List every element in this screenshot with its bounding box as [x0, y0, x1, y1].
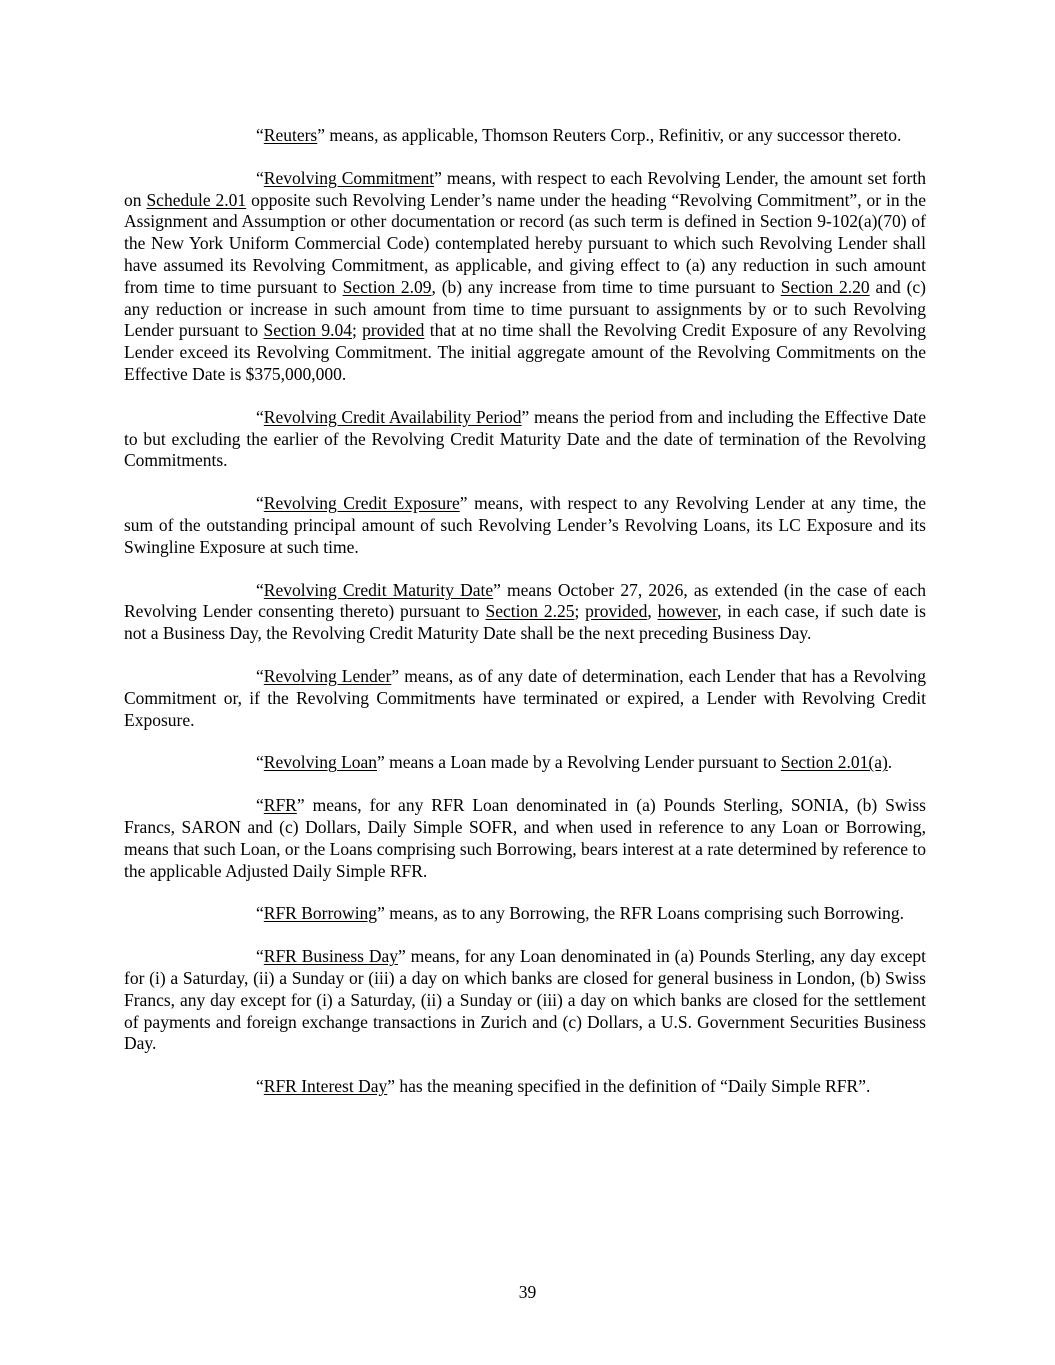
defined-term: Revolving Credit Availability Period [263, 406, 522, 427]
defined-term: Section 2.01(a) [780, 752, 888, 773]
defined-term: Revolving Commitment [263, 167, 435, 188]
definition-text: ” means, as applicable, Thomson Reuters Corp., Refinitiv, or any successor thereto. [317, 125, 902, 145]
defined-term: Revolving Loan [263, 752, 378, 773]
definition-rfr-business-day [124, 946, 926, 1055]
definition-revolving-credit-availability-period [124, 407, 926, 472]
definition-text: , [647, 601, 658, 622]
definition-revolving-lender [124, 666, 926, 731]
definition-text: and (c) any reduction or increase in such amount from time to time pursuant to assignments by or to such Revolving Lender pursuant to [124, 276, 926, 341]
definition-text: “ [256, 406, 264, 427]
defined-term: Reuters [263, 125, 318, 145]
defined-term: RFR Business Day [263, 946, 399, 967]
definition-rfr [124, 795, 926, 882]
definition-text: “ [256, 579, 264, 600]
definition-text: ” means, as of any date of determination, each Lender that has a Revolving Commitment or, if the Revolving Commitments have terminated or expired, a Lender with Revolving Credit Exposure. [124, 665, 926, 730]
definition-text: “ [256, 752, 264, 773]
definition-revolving-loan [124, 752, 926, 774]
definition-text: ” has the meaning specified in the definition of “Daily Simple RFR”. [387, 1076, 871, 1097]
defined-term: Revolving Credit Exposure [263, 493, 460, 514]
defined-term: provided [362, 320, 425, 341]
defined-term: RFR Interest Day [263, 1076, 388, 1097]
defined-term: Section 2.20 [780, 276, 870, 297]
definition-revolving-credit-maturity-date [124, 580, 926, 645]
definition-reuters [124, 125, 926, 147]
defined-term: Section 9.04 [263, 320, 352, 341]
defined-term: Section 2.09 [342, 276, 432, 297]
definition-text: ; [351, 320, 363, 341]
definition-text: . [887, 752, 893, 773]
definition-text: ; [574, 601, 586, 622]
definition-text: ” means the period from and including the Effective Date to but excluding the earlier of the Revolving Credit Maturity Date and the date of termination of the Revolving Commitments. [124, 406, 926, 471]
definition-revolving-credit-exposure [124, 493, 926, 558]
definition-text: “ [256, 1076, 264, 1097]
definition-text: ” means, with respect to each Revolving Lender, the amount set forth on [124, 167, 926, 210]
defined-term: Revolving Credit Maturity Date [263, 579, 494, 600]
definition-revolving-commitment [124, 168, 926, 386]
definition-text: “ [256, 167, 264, 188]
definition-text: ” means a Loan made by a Revolving Lender pursuant to [377, 752, 781, 773]
definition-rfr-interest-day [124, 1076, 926, 1098]
definition-text: “ [256, 795, 264, 816]
defined-term: Section 2.25 [485, 601, 575, 622]
page-number: 39 [518, 1282, 537, 1302]
definition-text: that at no time shall the Revolving Credit Exposure of any Revolving Lender exceed its Revolving Commitment. The initial aggregate amount of the Revolving Commitments on the Effective Date is $375,000,000. [124, 320, 926, 384]
definition-text: “ [256, 665, 264, 686]
definition-text: , (b) any increase from time to time pursuant to [431, 276, 781, 297]
defined-term: RFR Borrowing [263, 903, 378, 924]
defined-term: Revolving Lender [263, 665, 392, 686]
definition-text: opposite such Revolving Lender’s name under the heading “Revolving Commitment”, or in the Assignment and Assumption or other documentation or record (as such term is defined in Section 9-102(a)(70) of the New York Uniform Commercial Code) contemplated hereby pursuant to which such Revolving Lender shall have assumed its Revolving Commitment, as applicable, and giving effect to (a) any reduction in such amount from time to time pursuant to [124, 189, 926, 297]
definition-text: ” means, for any RFR Loan denominated in (a) Pounds Sterling, SONIA, (b) Swiss Francs, SARON and (c) Dollars, Daily Simple SOFR, and when used in reference to any Loan or Borrowing, means that such Loan, or the Loans comprising such Borrowing, bears interest at a rate determined by reference to the applicable Adjusted Daily Simple RFR. [124, 795, 926, 881]
definition-text: ” means, for any Loan denominated in (a) Pounds Sterling, any day except for (i) a Saturday, (ii) a Sunday or (iii) a day on which banks are closed for general business in London, (b) Swiss Francs, any day except for (i) a Saturday, (ii) a Sunday or (iii) a day on which banks are closed for the settlement of payments and foreign exchange transactions in Zurich and (c) Dollars, a U.S. Government Securities Business Day. [124, 946, 927, 1054]
definition-text: ” means October 27, 2026, as extended (in the case of each Revolving Lender consenting thereto) pursuant to [124, 579, 926, 622]
definition-text: ” means, as to any Borrowing, the RFR Loans comprising such Borrowing. [377, 903, 904, 924]
defined-term: RFR [263, 795, 297, 816]
defined-term: however [657, 601, 718, 622]
definition-text: “ [256, 946, 264, 967]
definition-rfr-borrowing [124, 903, 926, 925]
definition-text: “ [256, 903, 264, 924]
defined-term: provided [585, 601, 648, 622]
definition-text: “ [256, 125, 264, 145]
definition-text: “ [256, 493, 264, 514]
definition-text: ” means, with respect to any Revolving Lender at any time, the sum of the outstanding principal amount of such Revolving Lender’s Revolving Loans, its LC Exposure and its Swingline Exposure at such time. [124, 493, 926, 557]
document-body [124, 125, 926, 1119]
definition-text: , in each case, if such date is not a Business Day, the Revolving Credit Maturity Date shall be the next preceding Business Day. [124, 601, 926, 644]
defined-term: Schedule 2.01 [146, 189, 247, 210]
